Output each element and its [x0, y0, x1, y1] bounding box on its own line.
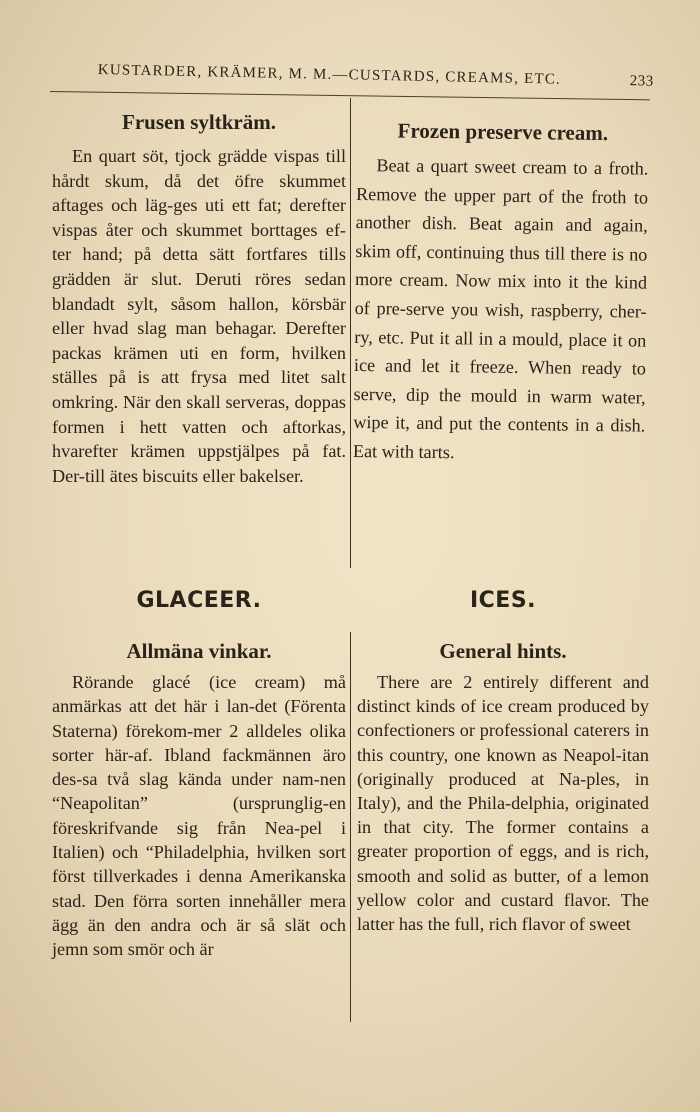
english-section-title: ICES. — [469, 588, 537, 613]
english-hints-title: General hints. — [439, 639, 567, 663]
english-hints-text: There are 2 entirely different and distinct kinds of ice cream produced by confectioners or professional caterers in this country, one known as Neapol-itan (originally produced at Na-ples, in Italy), and the Phila-delphia, originated in that city. The former contains a greater proportion of eggs, and is rich, smooth and solid as butter, of a lemon yellow color and custard flavor. The latter has the full, rich flavor of sweet — [357, 672, 649, 935]
column-divider-top — [350, 98, 351, 568]
swedish-hints — [52, 638, 346, 962]
swedish-section-title: GLACEER. — [136, 588, 262, 613]
english-hints — [357, 638, 649, 936]
english-recipe-title: Frozen preserve cream. — [397, 118, 609, 146]
running-header — [98, 62, 654, 91]
swedish-hints-title: Allmäna vinkar. — [126, 639, 272, 663]
running-title: KUSTARDER, KRÄMER, M. M.—CUSTARDS, CREAMS, ETC. — [97, 62, 562, 88]
swedish-hints-text: Rörande glacé (ice cream) må anmärkas att det här i lan-det (Förenta Staterna) förekom-mer 2 alldeles olika sorter här-af. Ibland fackmännen äro des-sa två slag kända under nam-nen “Neapolitan” (ursprunglig-en föreskrifvande sig från Nea-pel i Italien) och “Philadelphia, hvilken sort först tillverkades i denna Amerikanska stad. Den förra sorten innehåller mera ägg än den andra och är så slät och jemn som smör och är — [52, 672, 346, 960]
swedish-recipe-title: Frusen syltkräm. — [122, 110, 276, 134]
english-recipe — [353, 117, 649, 469]
swedish-recipe — [52, 108, 346, 488]
page-number: 233 — [629, 73, 654, 90]
english-recipe-text: Beat a quart sweet cream to a froth. Remove the upper part of the froth to another dish. Beat again and again, skim off, continuing thus till there is no more cream. Now mix into it the kind of pre-serve you wish, raspberry, cher-ry, etc. Put it all in a mould, place it on ice and let it freeze. When ready to serve, dip the mould in warm water, wipe it, and put the contents in a dish. Eat with tarts. — [352, 155, 649, 463]
swedish-recipe-text: En quart söt, tjock grädde vispas till hårdt skum, då det öfre skummet aftages och läg-ges uti ett fat; derefter vispas åter och skummet borttages ef-ter hand; på detta sätt fortfares tills grädden är slut. Deruti röres sedan blandadt sylt, såsom hallon, körsbär eller hvad slag man behagar. Derefter packas krämen uti en form, hvilken ställes på is att frysa med litet salt omkring. När den skall serveras, doppas formen i hett vatten och aftorkas, hvarefter krämen uppstjälpes på fat. Der-till ätes biscuits eller bakelser. — [52, 146, 346, 486]
column-divider-bottom — [350, 632, 351, 1022]
